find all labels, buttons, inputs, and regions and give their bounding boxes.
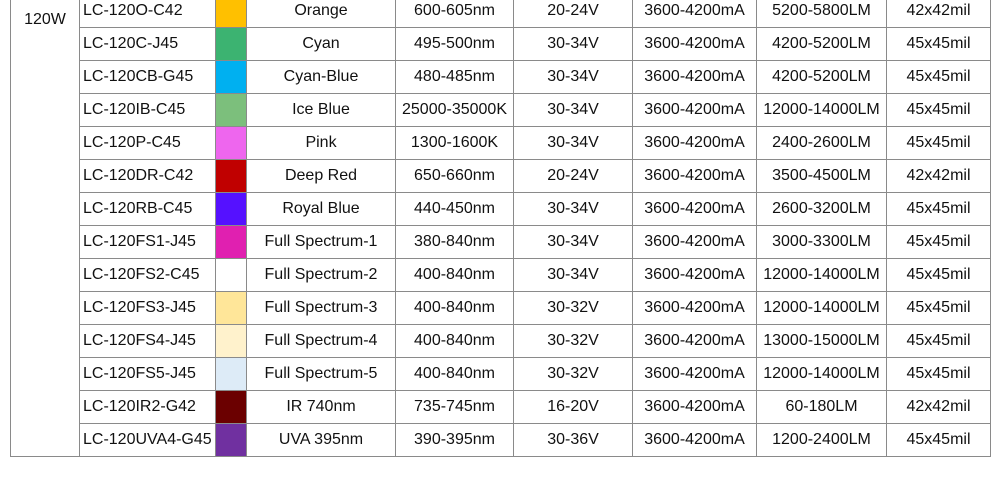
- current-cell: 3600-4200mA: [633, 292, 757, 325]
- model-cell: LC-120FS2-C45: [80, 259, 216, 292]
- chip-cell: 45x45mil: [887, 226, 991, 259]
- spec-table: [10, 0, 991, 457]
- model-cell: LC-120CB-G45: [80, 61, 216, 94]
- color-swatch: [216, 193, 246, 225]
- table-row: [11, 160, 991, 193]
- current-cell: 3600-4200mA: [633, 127, 757, 160]
- current-cell: 3600-4200mA: [633, 391, 757, 424]
- voltage-cell: 30-32V: [514, 325, 633, 358]
- model-cell: LC-120RB-C45: [80, 193, 216, 226]
- chip-cell: 45x45mil: [887, 292, 991, 325]
- table-row: [11, 325, 991, 358]
- color-swatch-cell: [216, 424, 247, 457]
- color-swatch-cell: [216, 127, 247, 160]
- flux-cell: 4200-5200LM: [757, 61, 887, 94]
- color-swatch-cell: [216, 61, 247, 94]
- color-swatch-cell: [216, 0, 247, 28]
- color-swatch: [216, 127, 246, 159]
- wavelength-cell: 400-840nm: [396, 325, 514, 358]
- model-cell: LC-120DR-C42: [80, 160, 216, 193]
- chip-cell: 45x45mil: [887, 424, 991, 457]
- wavelength-cell: 650-660nm: [396, 160, 514, 193]
- model-cell: LC-120C-J45: [80, 28, 216, 61]
- chip-cell: 45x45mil: [887, 127, 991, 160]
- color-swatch: [216, 160, 246, 192]
- model-cell: LC-120IB-C45: [80, 94, 216, 127]
- wavelength-cell: 380-840nm: [396, 226, 514, 259]
- color-cell: Pink: [247, 127, 396, 160]
- model-cell: LC-120FS1-J45: [80, 226, 216, 259]
- flux-cell: 1200-2400LM: [757, 424, 887, 457]
- flux-cell: 13000-15000LM: [757, 325, 887, 358]
- voltage-cell: 16-20V: [514, 391, 633, 424]
- table-row: [11, 226, 991, 259]
- flux-cell: 12000-14000LM: [757, 292, 887, 325]
- voltage-cell: 30-34V: [514, 94, 633, 127]
- voltage-cell: 20-24V: [514, 0, 633, 28]
- wavelength-cell: 400-840nm: [396, 358, 514, 391]
- table-row: [11, 94, 991, 127]
- power-cell: 120W: [11, 0, 80, 457]
- flux-cell: 12000-14000LM: [757, 358, 887, 391]
- flux-cell: 12000-14000LM: [757, 259, 887, 292]
- wavelength-cell: 390-395nm: [396, 424, 514, 457]
- chip-cell: 42x42mil: [887, 160, 991, 193]
- color-swatch-cell: [216, 193, 247, 226]
- flux-cell: 5200-5800LM: [757, 0, 887, 28]
- chip-cell: 45x45mil: [887, 358, 991, 391]
- wavelength-cell: 400-840nm: [396, 292, 514, 325]
- color-swatch: [216, 61, 246, 93]
- color-cell: Full Spectrum-4: [247, 325, 396, 358]
- color-cell: Cyan: [247, 28, 396, 61]
- current-cell: 3600-4200mA: [633, 0, 757, 28]
- table-row: [11, 358, 991, 391]
- chip-cell: 45x45mil: [887, 94, 991, 127]
- spec-table-body: [11, 0, 991, 457]
- current-cell: 3600-4200mA: [633, 259, 757, 292]
- table-row: [11, 0, 991, 28]
- color-cell: Royal Blue: [247, 193, 396, 226]
- voltage-cell: 30-32V: [514, 358, 633, 391]
- voltage-cell: 30-34V: [514, 226, 633, 259]
- model-cell: LC-120UVA4-G45: [80, 424, 216, 457]
- voltage-cell: 30-32V: [514, 292, 633, 325]
- wavelength-cell: 25000-35000K: [396, 94, 514, 127]
- current-cell: 3600-4200mA: [633, 160, 757, 193]
- color-swatch-cell: [216, 160, 247, 193]
- color-swatch: [216, 226, 246, 258]
- wavelength-cell: 400-840nm: [396, 259, 514, 292]
- voltage-cell: 30-34V: [514, 127, 633, 160]
- color-cell: Deep Red: [247, 160, 396, 193]
- voltage-cell: 20-24V: [514, 160, 633, 193]
- table-row: [11, 391, 991, 424]
- wavelength-cell: 495-500nm: [396, 28, 514, 61]
- color-swatch-cell: [216, 391, 247, 424]
- wavelength-cell: 600-605nm: [396, 0, 514, 28]
- flux-cell: 60-180LM: [757, 391, 887, 424]
- flux-cell: 2600-3200LM: [757, 193, 887, 226]
- color-swatch-cell: [216, 28, 247, 61]
- color-swatch: [216, 424, 246, 456]
- color-swatch-cell: [216, 94, 247, 127]
- model-cell: LC-120FS3-J45: [80, 292, 216, 325]
- color-cell: IR 740nm: [247, 391, 396, 424]
- model-cell: LC-120FS4-J45: [80, 325, 216, 358]
- color-cell: Cyan-Blue: [247, 61, 396, 94]
- table-row: [11, 193, 991, 226]
- color-swatch-cell: [216, 325, 247, 358]
- voltage-cell: 30-34V: [514, 28, 633, 61]
- table-row: [11, 61, 991, 94]
- chip-cell: 45x45mil: [887, 28, 991, 61]
- flux-cell: 2400-2600LM: [757, 127, 887, 160]
- color-cell: Full Spectrum-2: [247, 259, 396, 292]
- table-row: [11, 424, 991, 457]
- wavelength-cell: 440-450nm: [396, 193, 514, 226]
- voltage-cell: 30-36V: [514, 424, 633, 457]
- color-swatch: [216, 28, 246, 60]
- voltage-cell: 30-34V: [514, 61, 633, 94]
- current-cell: 3600-4200mA: [633, 226, 757, 259]
- current-cell: 3600-4200mA: [633, 325, 757, 358]
- current-cell: 3600-4200mA: [633, 28, 757, 61]
- model-cell: LC-120O-C42: [80, 0, 216, 28]
- chip-cell: 42x42mil: [887, 391, 991, 424]
- model-cell: LC-120FS5-J45: [80, 358, 216, 391]
- current-cell: 3600-4200mA: [633, 61, 757, 94]
- table-row: [11, 259, 991, 292]
- color-swatch: [216, 391, 246, 423]
- table-row: [11, 292, 991, 325]
- color-swatch-cell: [216, 292, 247, 325]
- flux-cell: 12000-14000LM: [757, 94, 887, 127]
- chip-cell: 45x45mil: [887, 325, 991, 358]
- wavelength-cell: 1300-1600K: [396, 127, 514, 160]
- current-cell: 3600-4200mA: [633, 358, 757, 391]
- current-cell: 3600-4200mA: [633, 193, 757, 226]
- chip-cell: 45x45mil: [887, 61, 991, 94]
- color-swatch-cell: [216, 226, 247, 259]
- table-row: [11, 127, 991, 160]
- color-swatch: [216, 325, 246, 357]
- color-cell: UVA 395nm: [247, 424, 396, 457]
- color-cell: Ice Blue: [247, 94, 396, 127]
- flux-cell: 3500-4500LM: [757, 160, 887, 193]
- model-cell: LC-120P-C45: [80, 127, 216, 160]
- voltage-cell: 30-34V: [514, 193, 633, 226]
- current-cell: 3600-4200mA: [633, 424, 757, 457]
- color-swatch-cell: [216, 259, 247, 292]
- flux-cell: 4200-5200LM: [757, 28, 887, 61]
- chip-cell: 42x42mil: [887, 0, 991, 28]
- flux-cell: 3000-3300LM: [757, 226, 887, 259]
- color-swatch: [216, 358, 246, 390]
- wavelength-cell: 735-745nm: [396, 391, 514, 424]
- color-swatch: [216, 259, 246, 291]
- color-cell: Orange: [247, 0, 396, 28]
- color-swatch-cell: [216, 358, 247, 391]
- color-swatch: [216, 94, 246, 126]
- color-cell: Full Spectrum-1: [247, 226, 396, 259]
- table-row: [11, 28, 991, 61]
- model-cell: LC-120IR2-G42: [80, 391, 216, 424]
- chip-cell: 45x45mil: [887, 193, 991, 226]
- voltage-cell: 30-34V: [514, 259, 633, 292]
- current-cell: 3600-4200mA: [633, 94, 757, 127]
- color-swatch: [216, 292, 246, 324]
- chip-cell: 45x45mil: [887, 259, 991, 292]
- wavelength-cell: 480-485nm: [396, 61, 514, 94]
- color-cell: Full Spectrum-3: [247, 292, 396, 325]
- color-swatch: [216, 0, 246, 27]
- color-cell: Full Spectrum-5: [247, 358, 396, 391]
